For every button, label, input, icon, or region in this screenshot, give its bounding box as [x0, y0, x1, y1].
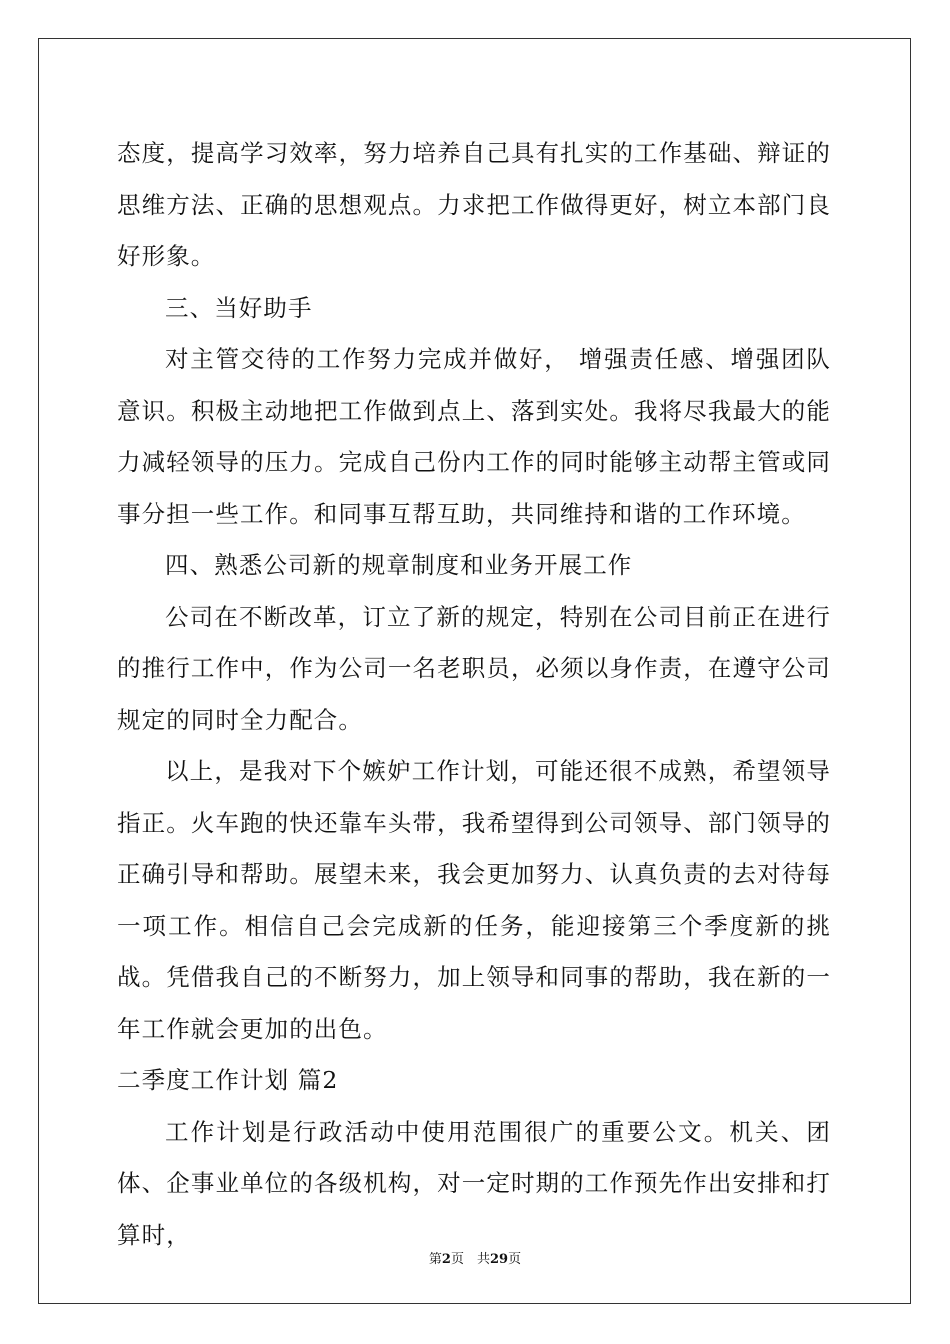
paragraph-2: 对主管交待的工作努力完成并做好， 增强责任感、增强团队意识。积极主动地把工作做到点上、落到实处。我将尽我最大的能力减轻领导的压力。完成自己份内工作的同时能够主动帮主管或同事分担一些工作。和同事互帮互助，共同维持和谐的工作环境。: [117, 345, 831, 528]
paragraph-4: 以上，是我对下个嫉妒工作计划，可能还很不成熟，希望领导指正。火车跑的快还靠车头带，我希望得到公司领导、部门领导的正确引导和帮助。展望未来，我会更加努力、认真负责的去对待每一项工作。相信自己会完成新的任务，能迎接第三个季度新的挑战。凭借我自己的不断努力，加上领导和同事的帮助，我在新的一年工作就会更加的出色。: [117, 757, 831, 1043]
footer-prefix: 第: [428, 1252, 442, 1267]
section-heading-3: 三、当好助手: [165, 293, 313, 322]
paragraph-1: 态度，提高学习效率，努力培养自己具有扎实的工作基础、辩证的思维方法、正确的思想观点。力求把工作做得更好，树立本部门良好形象。: [117, 139, 831, 270]
paragraph-3: 公司在不断改革，订立了新的规定，特别在公司目前正在进行的推行工作中，作为公司一名老职员，必须以身作责，在遵守公司规定的同时全力配合。: [117, 602, 831, 734]
document-body: [117, 128, 831, 1261]
article-title: 二季度工作计划 篇2: [117, 1066, 339, 1094]
footer-page-number: 2: [441, 1252, 451, 1267]
footer-mid: 页 共: [450, 1252, 490, 1267]
section-heading-4: 四、熟悉公司新的规章制度和业务开展工作: [165, 551, 633, 579]
paragraph-5: 工作计划是行政活动中使用范围很广的重要公文。机关、团体、企事业单位的各级机构，对一定时期的工作预先作出安排和打算时，: [117, 1117, 831, 1249]
footer-suffix: 页: [508, 1252, 522, 1267]
footer-total-pages: 29: [489, 1252, 509, 1267]
page-footer: [0, 1248, 950, 1267]
